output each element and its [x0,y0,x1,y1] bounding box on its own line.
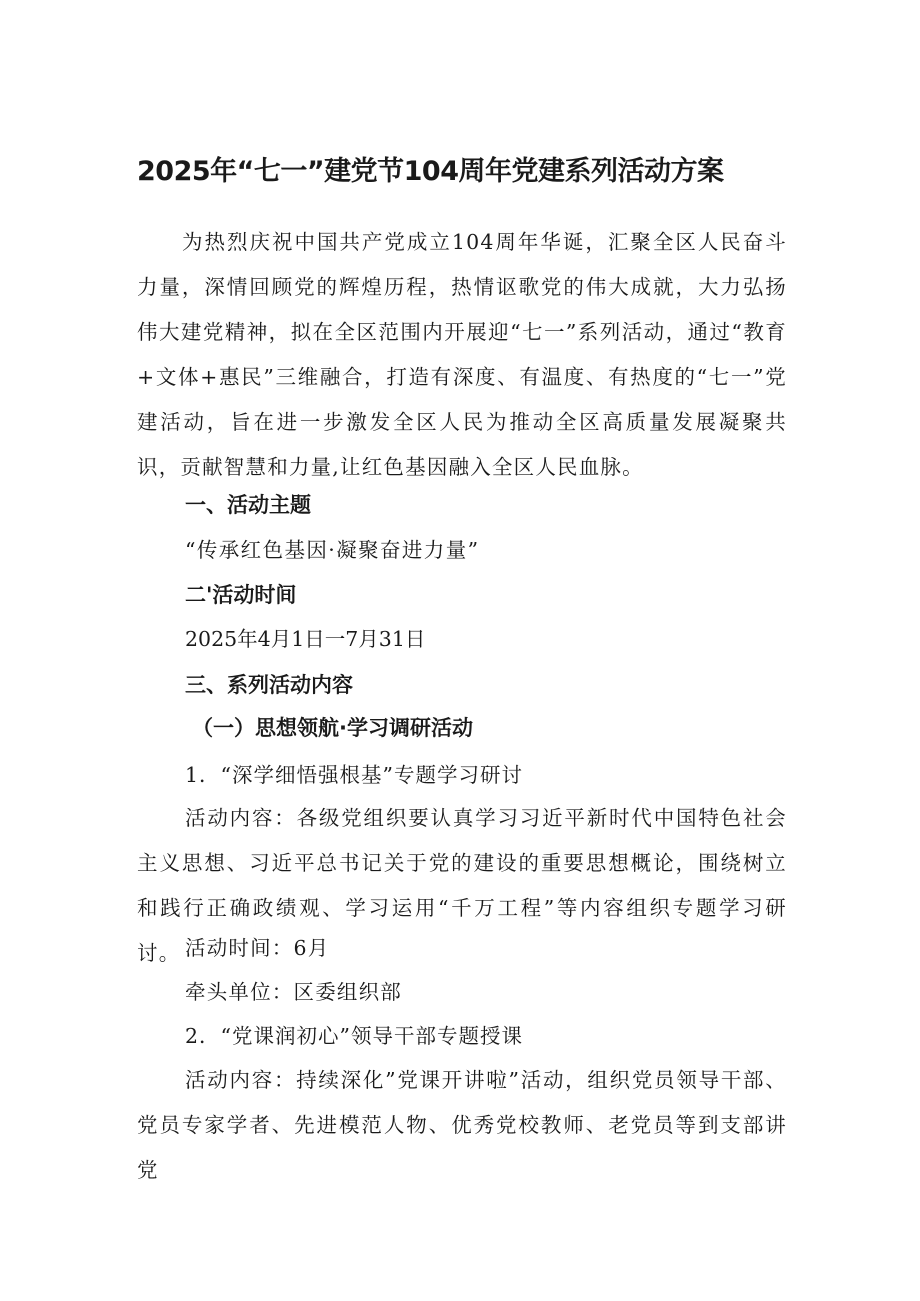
item-1-title: 1．“深学细悟强根基”专题学习研讨 [185,763,524,787]
document-title: 2025年“七一”建党节104周年党建系列活动方案 [137,156,724,187]
item-1-lead-unit: 牵头单位：区委组织部 [185,980,402,1004]
section-heading-content: 三、系列活动内容 [185,673,353,697]
subsection-heading-study: （一）思想领航·学习调研活动 [192,716,473,740]
section-heading-theme: 一、活动主题 [185,493,311,517]
activity-time-text: 2025年4月1日一7月31日 [185,627,426,651]
item-2-title: 2．“党课润初心”领导干部专题授课 [185,1024,524,1048]
item-1-content: 活动内容：各级党组织要认真学习习近平新时代中国特色社会主义思想、习近平总书记关于党的建设的重要思想概论，围绕树立和践行正确政绩观、学习运用“千万工程”等内容组织专题学习研讨。 [137,806,787,965]
intro-paragraph: 为热烈庆祝中国共产党成立104周年华诞，汇聚全区人民奋斗力量，深情回顾党的辉煌历程，热情讴歌党的伟大成就，大力弘扬伟大建党精神，拟在全区范围内开展迎“七一”系列活动，通过“教育+文体+惠民”三维融合，打造有深度、有温度、有热度的“七一”党建活动，旨在进一步激发全区人民为推动全区高质量发展凝聚共识，贡献智慧和力量,让红色基因融入全区人民血脉。 [137,230,787,479]
item-2-content: 活动内容：持续深化”党课开讲啦”活动，组织党员领导干部、党员专家学者、先进模范人物、优秀党校教师、老党员等到支部讲党 [137,1068,787,1182]
activity-theme-text: “传承红色基因·凝聚奋进力量” [185,538,480,562]
item-1-time: 活动时间：6月 [185,936,330,960]
section-heading-time: 二'活动时间 [185,583,297,607]
